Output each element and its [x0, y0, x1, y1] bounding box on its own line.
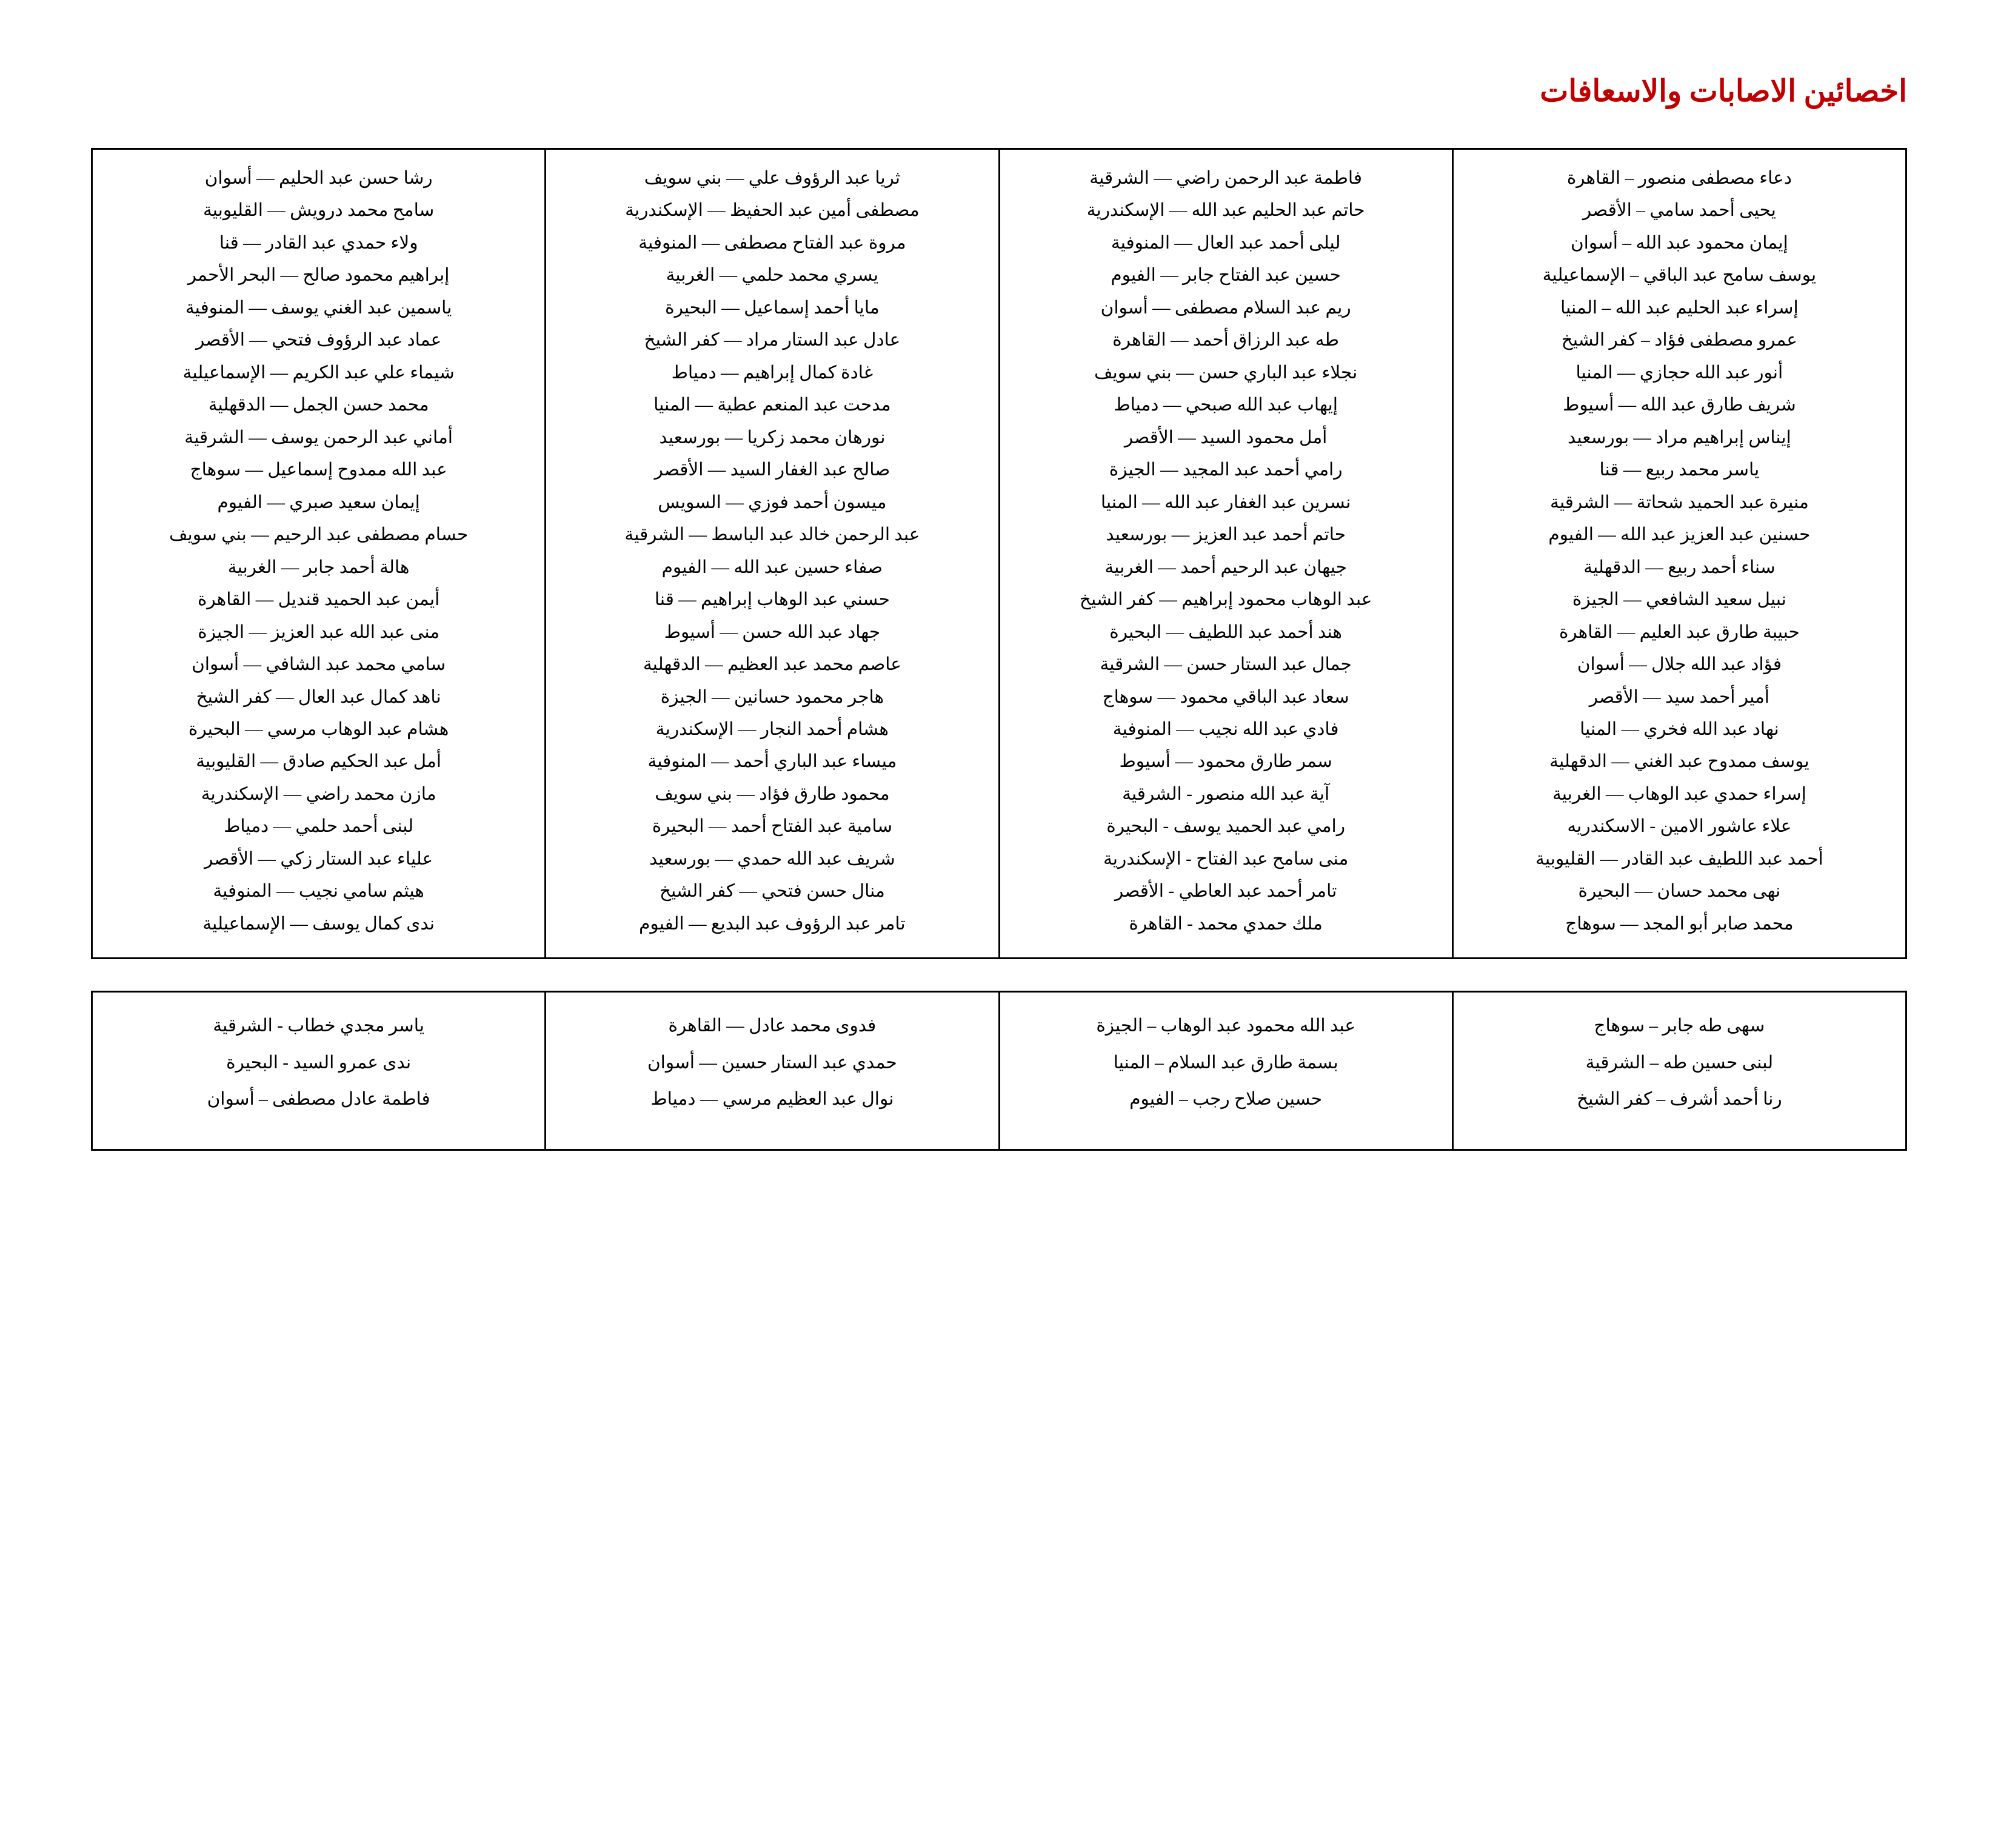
- list-item: فدوى محمد عادل — القاهرة: [668, 1016, 877, 1036]
- list-item: ميسون أحمد فوزي — السويس: [658, 492, 887, 512]
- second-column-3: [546, 992, 999, 1150]
- list-item: سامي محمد عبد الشافي — أسوان: [192, 655, 446, 675]
- list-item: أنور عبد الله حجازي — المنيا: [1575, 363, 1783, 383]
- list-item: حمدي عبد الستار حسين — أسوان: [647, 1053, 897, 1073]
- second-table-wrapper: [0, 991, 1998, 1150]
- list-item: يسري محمد حلمي — الغربية: [666, 266, 879, 286]
- list-item: ريم عبد السلام مصطفى — أسوان: [1100, 298, 1351, 318]
- main-specialists-table: [91, 148, 1907, 959]
- list-item: فادي عبد الله نجيب — المنوفية: [1112, 719, 1339, 739]
- list-item: صالح عبد الغفار السيد — الأقصر: [654, 460, 890, 480]
- list-item: أمل محمود السيد — الأقصر: [1124, 427, 1328, 447]
- main-column-4: [92, 149, 546, 959]
- main-table-wrapper: [0, 148, 1998, 959]
- main-column-2: [999, 149, 1452, 959]
- list-item: يوسف سامح عبد الباقي – الإسماعيلية: [1542, 266, 1817, 286]
- list-item: هاجر محمود حسانين — الجيزة: [660, 687, 884, 707]
- list-item: علياء عبد الستار زكي — الأقصر: [204, 849, 433, 869]
- list-item: عمرو مصطفى فؤاد – كفر الشيخ: [1561, 330, 1797, 350]
- list-item: شريف عبد الله حمدي — بورسعيد: [649, 849, 895, 869]
- second-specialists-table: [91, 991, 1907, 1150]
- list-item: دعاء مصطفى منصور – القاهرة: [1566, 169, 1792, 188]
- list-item: صفاء حسين عبد الله — الفيوم: [661, 557, 883, 577]
- list-item: ياسمين عبد الغني يوسف — المنوفية: [185, 298, 452, 318]
- main-column-3: [546, 149, 999, 959]
- list-item: أماني عبد الرحمن يوسف — الشرقية: [184, 427, 453, 447]
- main-column-1: [1452, 149, 1906, 959]
- list-item: حاتم أحمد عبد العزيز — بورسعيد: [1106, 525, 1346, 545]
- list-item: عبد الله محمود عبد الوهاب – الجيزة: [1096, 1016, 1355, 1036]
- list-item: تامر عبد الرؤوف عبد البديع — الفيوم: [639, 914, 906, 934]
- list-item: محمد صابر أبو المجد — سوهاج: [1565, 914, 1794, 934]
- list-item: جهاد عبد الله حسن — أسيوط: [664, 622, 881, 642]
- list-item: يحيى أحمد سامي – الأقصر: [1582, 201, 1776, 221]
- list-item: حسين عبد الفتاح جابر — الفيوم: [1111, 266, 1341, 286]
- list-item: إسراء حمدي عبد الوهاب — الغربية: [1552, 784, 1806, 804]
- list-item: عاصم محمد عبد العظيم — الدقهلية: [643, 655, 901, 675]
- second-column-1: [1452, 992, 1906, 1150]
- list-item: منال حسن فتحي — كفر الشيخ: [659, 882, 885, 902]
- list-item: إيمان سعيد صبري — الفيوم: [217, 492, 420, 512]
- list-item: نهاد عبد الله فخري — المنيا: [1580, 719, 1779, 739]
- list-item: إيهاب عبد الله صبحي — دمياط: [1114, 395, 1338, 415]
- list-item: عبد الرحمن خالد عبد الباسط — الشرقية: [624, 525, 920, 545]
- list-item: لبنى أحمد حلمي — دمياط: [224, 817, 414, 837]
- list-item: فاطمة عادل مصطفى – أسوان: [207, 1090, 430, 1110]
- list-item: شريف طارق عبد الله — أسيوط: [1562, 395, 1796, 415]
- list-item: عبد الوهاب محمود إبراهيم — كفر الشيخ: [1079, 590, 1372, 610]
- list-item: ياسر محمد ربيع — قنا: [1599, 460, 1760, 480]
- list-item: إسراء عبد الحليم عبد الله – المنيا: [1560, 298, 1799, 318]
- list-item: حسني عبد الوهاب إبراهيم — قنا: [654, 590, 890, 610]
- list-item: عماد عبد الرؤوف فتحي — الأقصر: [195, 330, 442, 350]
- list-item: أمير أحمد سيد — الأقصر: [1589, 687, 1769, 707]
- list-item: حسام مصطفى عبد الرحيم — بني سويف: [169, 525, 469, 545]
- list-item: رامي عبد الحميد يوسف - البحيرة: [1106, 817, 1345, 837]
- list-item: نجلاء عبد الباري حسن — بني سويف: [1094, 363, 1358, 383]
- list-item: محمود طارق فؤاد — بني سويف: [655, 784, 890, 804]
- list-item: فاطمة عبد الرحمن راضي — الشرقية: [1089, 169, 1362, 188]
- list-item: منى عبد الله عبد العزيز — الجيزة: [198, 622, 440, 642]
- list-item: مدحت عبد المنعم عطية — المنيا: [653, 395, 891, 415]
- list-item: عبد الله ممدوح إسماعيل — سوهاج: [190, 460, 447, 480]
- list-item: نوال عبد العظيم مرسي — دمياط: [650, 1090, 894, 1110]
- second-column-4: [92, 992, 546, 1150]
- list-item: جيهان عبد الرحيم أحمد — الغربية: [1104, 557, 1347, 577]
- list-item: لبنى حسين طه – الشرقية: [1585, 1053, 1774, 1073]
- list-item: ثريا عبد الرؤوف علي — بني سويف: [644, 169, 901, 188]
- second-column-2: [999, 992, 1452, 1150]
- list-item: جمال عبد الستار حسن — الشرقية: [1100, 655, 1352, 675]
- list-item: ولاء حمدي عبد القادر — قنا: [219, 233, 418, 253]
- list-item: إيمان محمود عبد الله – أسوان: [1570, 233, 1788, 253]
- list-item: ندى عمرو السيد - البحيرة: [226, 1053, 412, 1073]
- list-item: ياسر مجدي خطاب - الشرقية: [213, 1016, 424, 1036]
- list-item: نبيل سعيد الشافعي — الجيزة: [1572, 590, 1786, 610]
- list-item: سناء أحمد ربيع — الدقهلية: [1583, 557, 1776, 577]
- list-item: سامح محمد درويش — القليوبية: [202, 201, 435, 221]
- list-item: رنا أحمد أشرف – كفر الشيخ: [1577, 1090, 1782, 1110]
- list-item: رامي أحمد عبد المجيد — الجيزة: [1109, 460, 1343, 480]
- list-item: مروة عبد الفتاح مصطفى — المنوفية: [638, 233, 906, 253]
- list-item: هند أحمد عبد اللطيف — البحيرة: [1109, 622, 1342, 642]
- list-item: إيناس إبراهيم مراد — بورسعيد: [1568, 427, 1791, 447]
- list-item: سعاد عبد الباقي محمود — سوهاج: [1102, 687, 1349, 707]
- list-item: ندى كمال يوسف — الإسماعيلية: [202, 914, 435, 934]
- list-item: أمل عبد الحكيم صادق — القليوبية: [196, 752, 441, 772]
- list-item: أحمد عبد اللطيف عبد القادر — القليوبية: [1535, 849, 1823, 869]
- list-item: علاء عاشور الامين - الاسكندريه: [1567, 817, 1792, 837]
- list-item: سهى طه جابر – سوهاج: [1594, 1016, 1765, 1036]
- list-item: سامية عبد الفتاح أحمد — البحيرة: [652, 817, 893, 837]
- list-item: محمد حسن الجمل — الدقهلية: [208, 395, 429, 415]
- table-row: [92, 149, 1906, 959]
- list-item: حبيبة طارق عبد العليم — القاهرة: [1559, 622, 1800, 642]
- table-row: [92, 992, 1906, 1150]
- list-item: منيرة عبد الحميد شحاتة — الشرقية: [1550, 492, 1809, 512]
- title-bar: [0, 0, 1998, 109]
- list-item: نسرين عبد الغفار عبد الله — المنيا: [1100, 492, 1351, 512]
- page-title: اخصائين الاصابات والاسعافات: [1540, 74, 1907, 108]
- list-item: طه عبد الرزاق أحمد — القاهرة: [1112, 330, 1340, 350]
- list-item: هالة أحمد جابر — الغربية: [227, 557, 410, 577]
- list-item: هيثم سامي نجيب — المنوفية: [213, 882, 424, 902]
- list-item: حاتم عبد الحليم عبد الله — الإسكندرية: [1086, 201, 1365, 221]
- list-item: سمر طارق محمود — أسيوط: [1119, 752, 1332, 772]
- list-item: رشا حسن عبد الحليم — أسوان: [204, 169, 433, 188]
- list-item: هشام عبد الوهاب مرسي — البحيرة: [188, 719, 449, 739]
- list-item: شيماء علي عبد الكريم — الإسماعيلية: [182, 363, 455, 383]
- list-item: مازن محمد راضي — الإسكندرية: [201, 784, 436, 804]
- list-item: ملك حمدي محمد - القاهرة: [1129, 914, 1323, 934]
- list-item: نهى محمد حسان — البحيرة: [1578, 882, 1781, 902]
- list-item: مصطفى أمين عبد الحفيظ — الإسكندرية: [625, 201, 920, 221]
- list-item: نورهان محمد زكريا — بورسعيد: [659, 427, 886, 447]
- list-item: آية عبد الله منصور - الشرقية: [1122, 784, 1330, 804]
- list-item: ميساء عبد الباري أحمد — المنوفية: [647, 752, 897, 772]
- list-item: ليلى أحمد عبد العال — المنوفية: [1111, 233, 1341, 253]
- list-item: يوسف ممدوح عبد الغني — الدقهلية: [1549, 752, 1809, 772]
- list-item: عادل عبد الستار مراد — كفر الشيخ: [644, 330, 901, 350]
- list-item: ناهد كمال عبد العال — كفر الشيخ: [196, 687, 441, 707]
- list-item: إبراهيم محمود صالح — البحر الأحمر: [187, 266, 450, 286]
- list-item: غادة كمال إبراهيم — دمياط: [671, 363, 874, 383]
- list-item: مايا أحمد إسماعيل — البحيرة: [665, 298, 880, 318]
- list-item: أيمن عبد الحميد قنديل — القاهرة: [197, 590, 440, 610]
- list-item: تامر أحمد عبد العاطي - الأقصر: [1114, 882, 1337, 902]
- list-item: حسين صلاح رجب – الفيوم: [1129, 1090, 1323, 1110]
- list-item: حسنين عبد العزيز عبد الله — الفيوم: [1548, 525, 1811, 545]
- list-item: منى سامح عبد الفتاح - الإسكندرية: [1103, 849, 1349, 869]
- list-item: هشام أحمد النجار — الإسكندرية: [655, 719, 889, 739]
- list-item: فؤاد عبد الله جلال — أسوان: [1577, 655, 1782, 675]
- list-item: بسمة طارق عبد السلام – المنيا: [1113, 1053, 1338, 1073]
